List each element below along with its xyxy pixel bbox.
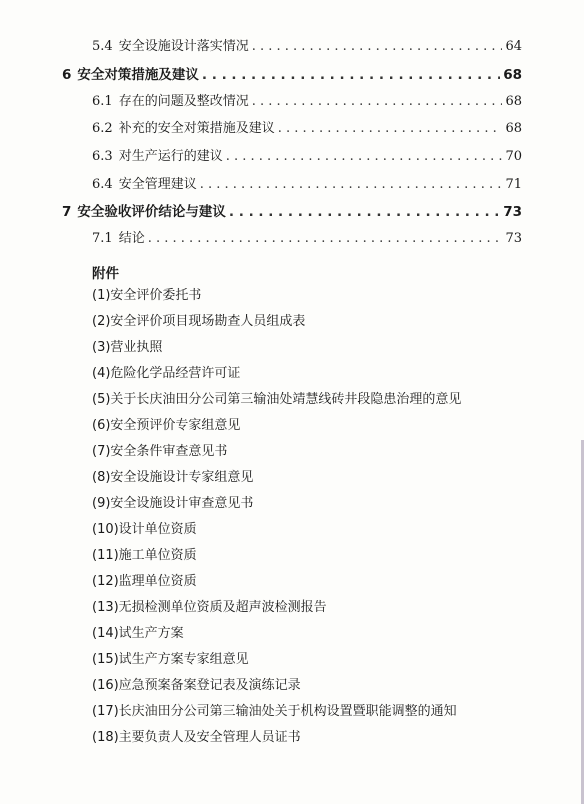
toc-entry-7-1[interactable]: [92, 227, 522, 246]
appendix-item: (15)试生产方案专家组意见: [92, 652, 249, 667]
appendix-item: (13)无损检测单位资质及超声波检测报告: [92, 600, 327, 615]
toc-number: 5.4: [92, 39, 113, 54]
appendix-item: (8)安全设施设计专家组意见: [92, 470, 254, 485]
toc-number: 7.1: [92, 231, 113, 246]
appendix-item: (14)试生产方案: [92, 626, 184, 641]
toc-leader: [229, 204, 500, 220]
toc-leader: [200, 177, 503, 192]
appendix-item: (17)长庆油田分公司第三输油处关于机构设置暨职能调整的通知: [92, 704, 457, 719]
toc-leader: [148, 231, 503, 246]
toc-entry-6[interactable]: [62, 63, 522, 83]
appendix-item: (9)安全设施设计审查意见书: [92, 496, 254, 511]
toc-page-number: 70: [505, 149, 522, 164]
toc-page-number: 73: [503, 204, 522, 220]
appendix-item: (6)安全预评价专家组意见: [92, 418, 241, 433]
appendix-heading: 附件: [92, 266, 119, 282]
toc-page-number: 71: [505, 177, 522, 192]
toc-number: 6.2: [92, 121, 113, 136]
toc-number: 6.4: [92, 177, 113, 192]
toc-entry-6-2[interactable]: [92, 117, 522, 136]
appendix-item: (10)设计单位资质: [92, 522, 197, 537]
appendix-item: (11)施工单位资质: [92, 548, 197, 563]
appendix-item: (1)安全评价委托书: [92, 288, 202, 303]
toc-number: 6.1: [92, 94, 113, 109]
toc-page-number: 73: [505, 231, 522, 246]
toc-entry-7[interactable]: [62, 200, 522, 220]
toc-leader: [278, 121, 503, 136]
toc-page-number: 68: [505, 94, 522, 109]
toc-page-number: 68: [505, 121, 522, 136]
appendix-item: (2)安全评价项目现场勘查人员组成表: [92, 314, 306, 329]
toc-leader: [226, 149, 503, 164]
appendix-item: (3)营业执照: [92, 340, 163, 355]
toc-title: 安全设施设计落实情况: [118, 39, 249, 54]
toc-leader: [202, 67, 500, 83]
toc-entry-6-3[interactable]: [92, 145, 522, 164]
toc-title: 对生产运行的建议: [118, 149, 223, 164]
toc-entry-6-1[interactable]: [92, 90, 522, 109]
toc-leader: [252, 94, 503, 109]
toc-title: 安全验收评价结论与建议: [77, 204, 226, 220]
appendix-item: (16)应急预案备案登记表及演练记录: [92, 678, 301, 693]
toc-page-number: 64: [505, 39, 522, 54]
appendix-item: (18)主要负责人及安全管理人员证书: [92, 730, 301, 745]
toc-page-number: 68: [503, 67, 522, 83]
toc-leader: [252, 39, 503, 54]
appendix-item: (7)安全条件审查意见书: [92, 444, 228, 459]
toc-number: 6: [62, 67, 72, 83]
toc-entry-6-4[interactable]: [92, 173, 522, 192]
toc-title: 结论: [118, 231, 145, 246]
toc-title: 安全管理建议: [118, 177, 197, 192]
appendix-item: (12)监理单位资质: [92, 574, 197, 589]
toc-title: 安全对策措施及建议: [77, 67, 199, 83]
appendix-item: (5)关于长庆油田分公司第三输油处靖慧线砖井段隐患治理的意见: [92, 392, 462, 407]
toc-title: 补充的安全对策措施及建议: [118, 121, 275, 136]
toc-number: 6.3: [92, 149, 113, 164]
toc-entry-5-4[interactable]: [92, 35, 522, 54]
toc-title: 存在的问题及整改情况: [118, 94, 249, 109]
toc-number: 7: [62, 204, 72, 220]
appendix-item: (4)危险化学品经营许可证: [92, 366, 241, 381]
